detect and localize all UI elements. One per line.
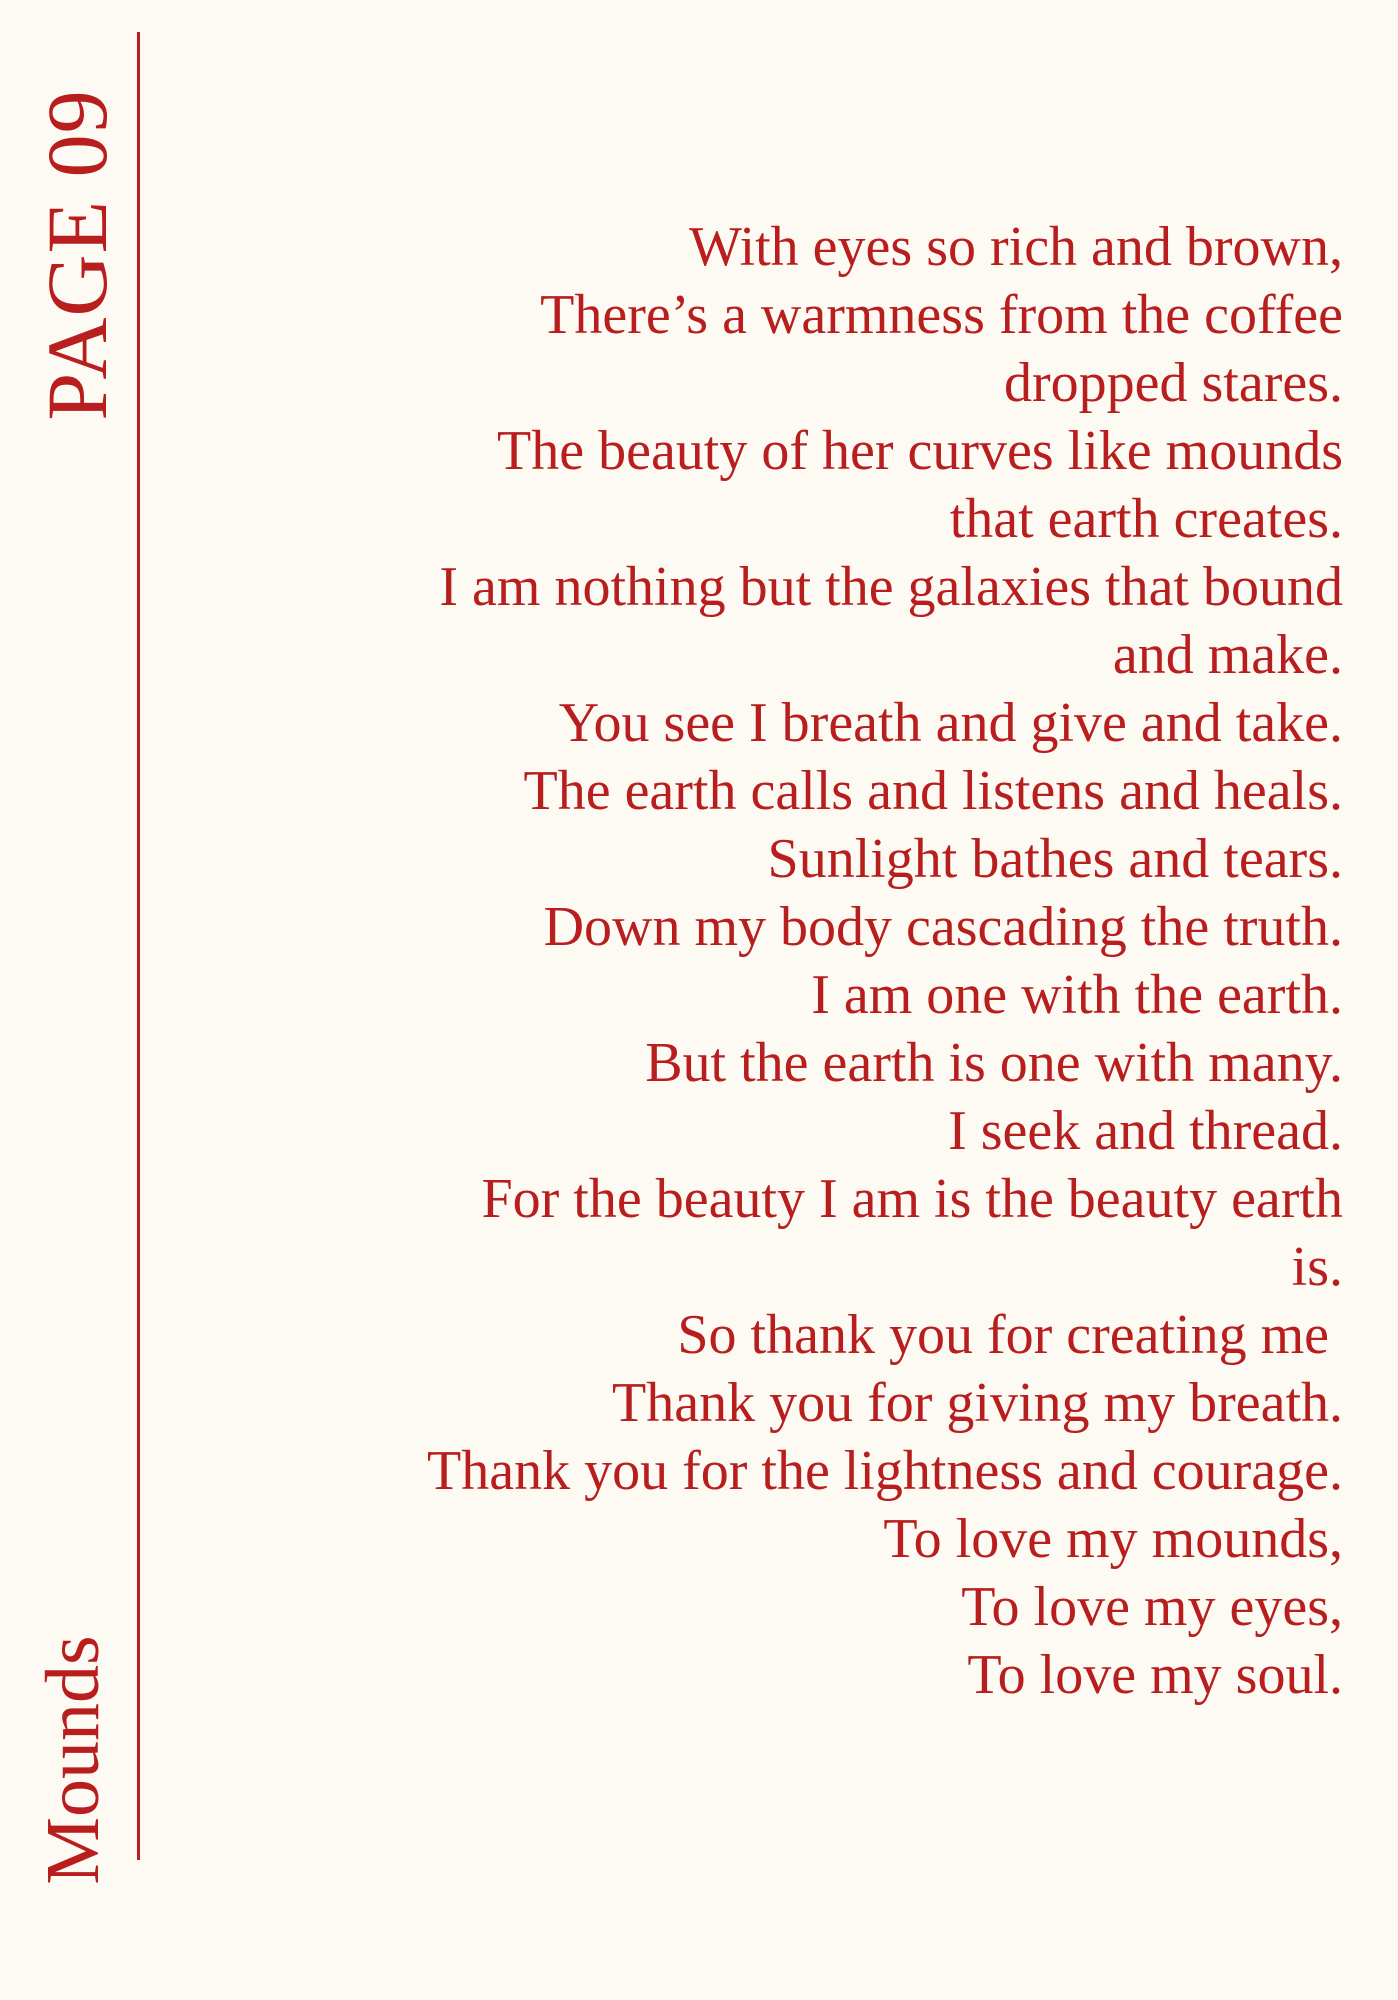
poem-title: Mounds (31, 1635, 115, 1885)
poem-line: Sunlight bathes and tears. (767, 828, 1343, 890)
page-number-label: PAGE 09 (29, 89, 125, 421)
poem-line: dropped stares. (1003, 352, 1343, 414)
poem-line: Down my body cascading the truth. (543, 896, 1343, 958)
poem-line: To love my eyes, (961, 1576, 1343, 1638)
poem-body (313, 213, 1343, 1709)
poem-line: Thank you for giving my breath. (612, 1372, 1343, 1434)
poem-line: is. (1291, 1236, 1343, 1298)
poem-line: To love my mounds, (883, 1508, 1343, 1570)
poem-line: So thank you for creating me (677, 1304, 1343, 1366)
poem-line: But the earth is one with many. (645, 1032, 1343, 1094)
poem-line: There’s a warmness from the coffee (540, 284, 1343, 346)
poem-line: To love my soul. (967, 1644, 1343, 1706)
vertical-divider-line (137, 32, 140, 1860)
poem-line: I am nothing but the galaxies that bound (439, 556, 1343, 618)
poem-line: The earth calls and listens and heals. (523, 760, 1343, 822)
poem-line: The beauty of her curves like mounds (497, 420, 1343, 482)
poem-line: Thank you for the lightness and courage. (427, 1440, 1343, 1502)
poem-line: I seek and thread. (948, 1100, 1343, 1162)
poem-line: that earth creates. (949, 488, 1343, 550)
poem-line: For the beauty I am is the beauty earth (481, 1168, 1343, 1230)
poem-line: and make. (1112, 624, 1343, 686)
poem-line: You see I breath and give and take. (558, 692, 1343, 754)
poem-line: With eyes so rich and brown, (688, 216, 1343, 278)
poem-line: I am one with the earth. (811, 964, 1343, 1026)
